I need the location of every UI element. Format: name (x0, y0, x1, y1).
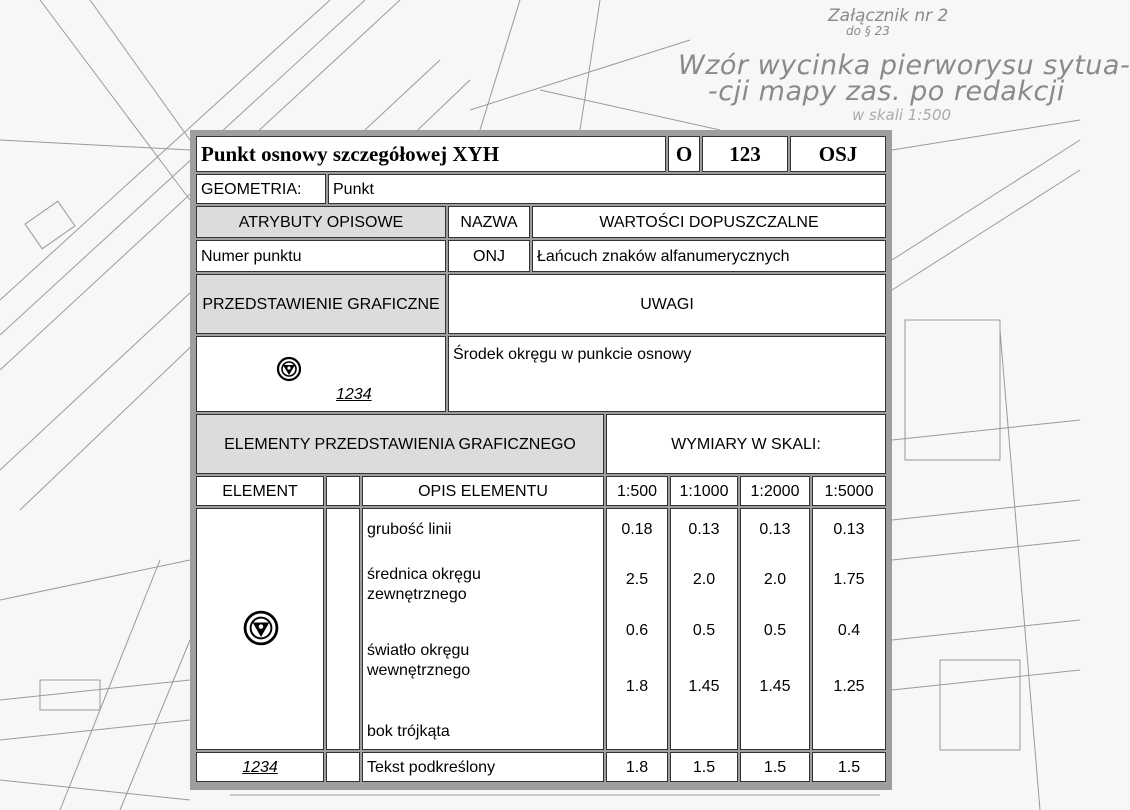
desc-line-width: grubość linii (367, 521, 452, 538)
value-outer-diameter-2000: 2.0 (763, 571, 787, 588)
attributes-header: ATRYBUTY OPISOWE (196, 206, 446, 238)
values-1-1000 (670, 508, 738, 750)
value-triangle-2000: 1.45 (759, 678, 791, 695)
card-title: Punkt osnowy szczegółowej XYH (196, 136, 666, 172)
empty-element-cell (326, 508, 360, 750)
value-line-width-5000: 0.13 (833, 521, 865, 538)
name-header: NAZWA (448, 206, 530, 238)
code-letter: O (668, 136, 700, 172)
attribute-point-number: Numer punktu (196, 240, 446, 272)
pattern-note-line2: -cji mapy zas. po redakcji (708, 76, 1065, 107)
element-symbol-cell (196, 508, 324, 750)
control-point-symbol-large-icon (243, 610, 279, 646)
code-number: 123 (702, 136, 788, 172)
text-row-element: 1234 (196, 752, 324, 782)
graphic-preview (196, 336, 446, 412)
attribute-allowed-values: Łańcuch znaków alfanumerycznych (532, 240, 886, 272)
pattern-note-line1: Wzór wycinka pierworysu sytua- (678, 50, 1130, 81)
notes-header: UWAGI (448, 274, 886, 334)
value-triangle-1000: 1.45 (688, 678, 720, 695)
value-line-width-500: 0.18 (621, 521, 653, 538)
annex-label: Załącznik nr 2 (828, 6, 949, 26)
text-row-value-500: 1.8 (606, 752, 668, 782)
element-descriptions (362, 508, 604, 750)
value-line-width-1000: 0.13 (688, 521, 720, 538)
desc-outer-circle-diameter: średnica okręgu zewnętrznego (367, 566, 481, 603)
value-inner-gap-500: 0.6 (625, 622, 649, 639)
code-unit: OSJ (790, 136, 886, 172)
value-triangle-500: 1.8 (625, 678, 649, 695)
desc-triangle-side: bok trójkąta (367, 723, 450, 740)
element-column-header: ELEMENT (196, 476, 324, 506)
text-row-value-2000: 1.5 (740, 752, 810, 782)
text-row-value-1000: 1.5 (670, 752, 738, 782)
dimensions-header: WYMIARY W SKALI: (606, 414, 886, 474)
value-line-width-2000: 0.13 (759, 521, 791, 538)
allowed-values-header: WARTOŚCI DOPUSZCZALNE (532, 206, 886, 238)
graphic-note: Środek okręgu w punkcie osnowy (448, 336, 886, 412)
graphic-point-label: 1234 (336, 386, 372, 403)
text-row-empty (326, 752, 360, 782)
pattern-note-line3: w skali 1:500 (852, 106, 952, 124)
geometry-label: GEOMETRIA: (196, 174, 326, 204)
empty-column-header (326, 476, 360, 506)
values-1-2000 (740, 508, 810, 750)
text-row-value-5000: 1.5 (812, 752, 886, 782)
scale-header-5000: 1:5000 (812, 476, 886, 506)
value-inner-gap-5000: 0.4 (837, 622, 861, 639)
graphic-header: PRZEDSTAWIENIE GRAFICZNE (196, 274, 446, 334)
value-inner-gap-1000: 0.5 (692, 622, 716, 639)
description-column-header: OPIS ELEMENTU (362, 476, 604, 506)
annex-reference: do § 23 (846, 24, 890, 38)
values-1-5000 (812, 508, 886, 750)
attribute-name-code: ONJ (448, 240, 530, 272)
value-inner-gap-2000: 0.5 (763, 622, 787, 639)
control-point-symbol-icon (276, 356, 302, 382)
value-outer-diameter-5000: 1.75 (833, 571, 865, 588)
geometry-value: Punkt (328, 174, 886, 204)
text-row-description: Tekst podkreślony (362, 752, 604, 782)
value-outer-diameter-1000: 2.0 (692, 571, 716, 588)
values-1-500 (606, 508, 668, 750)
value-outer-diameter-500: 2.5 (625, 571, 649, 588)
value-triangle-5000: 1.25 (833, 678, 865, 695)
symbol-card (190, 130, 892, 790)
scale-header-2000: 1:2000 (740, 476, 810, 506)
scale-header-500: 1:500 (606, 476, 668, 506)
scale-header-1000: 1:1000 (670, 476, 738, 506)
elements-header: ELEMENTY PRZEDSTAWIENIA GRAFICZNEGO (196, 414, 604, 474)
desc-inner-circle-gap: światło okręgu wewnętrznego (367, 642, 471, 679)
